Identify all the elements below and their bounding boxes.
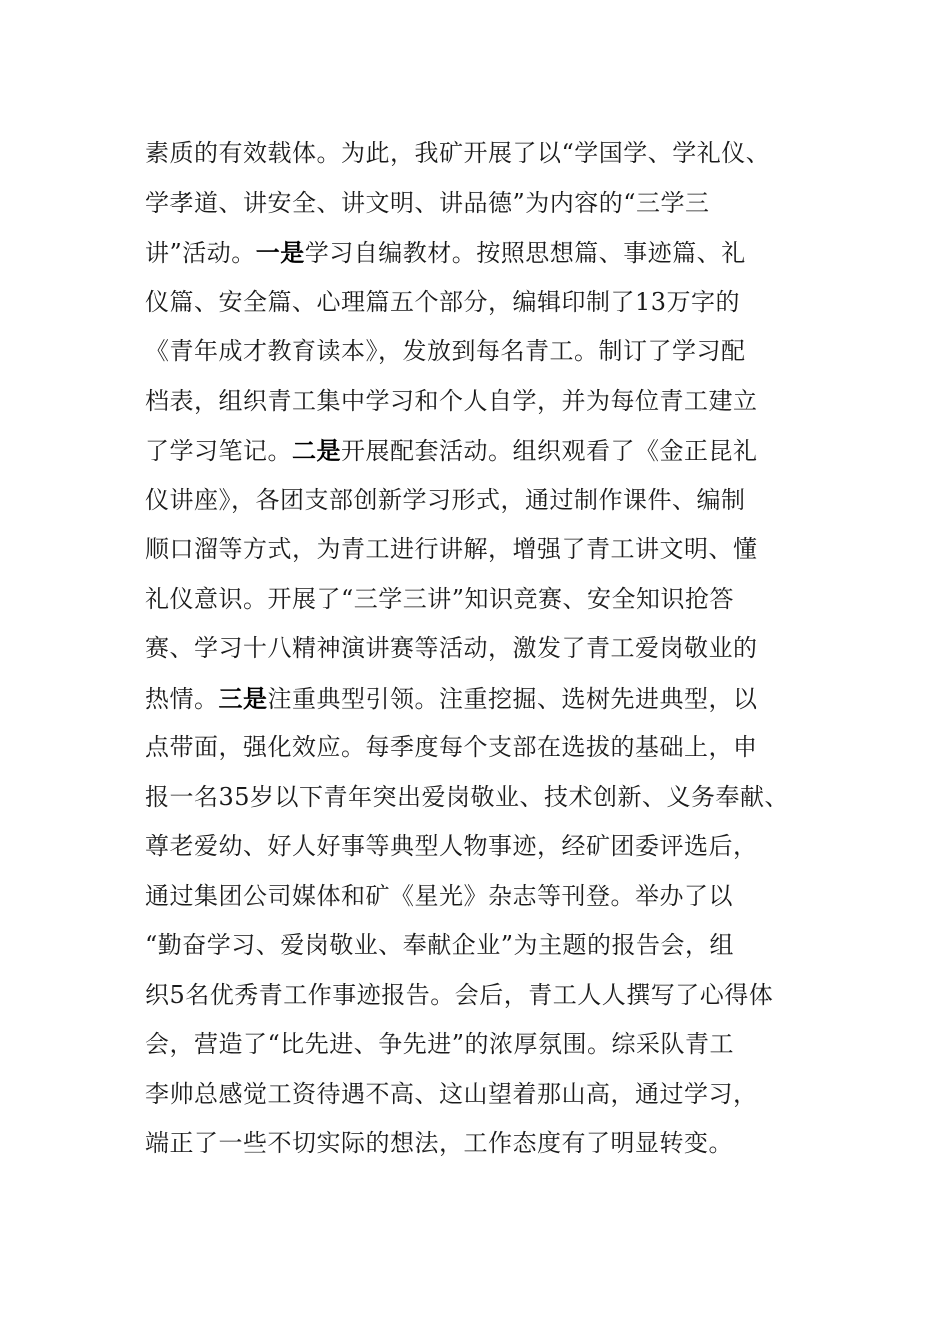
text-segment: 学孝道、讲安全、讲文明、讲品德”为内容的“三学三	[145, 188, 710, 217]
text-segment: 礼仪意识。开展了“三学三讲”知识竞赛、安全知识抢答	[145, 584, 735, 613]
text-segment: 赛、学习十八精神演讲赛等活动，激发了青工爱岗敬业的	[145, 634, 758, 662]
text-line	[145, 525, 825, 575]
text-segment: 《青年成才教育读本》，发放到每名青工。制订了学习配	[145, 337, 746, 365]
text-segment: 会，营造了“比先进、争先进”的浓厚氛围。综采队青工	[145, 1030, 735, 1058]
text-line	[145, 971, 825, 1021]
text-segment: 织5名优秀青工作事迹报告。会后，青工人人撰写了心得体	[145, 980, 774, 1009]
text-line	[145, 179, 825, 229]
text-line	[145, 1119, 825, 1169]
text-line	[145, 327, 825, 377]
text-line	[145, 1070, 825, 1120]
text-segment: 注重典型引领。注重挖掘、选树先进典型，以	[267, 684, 758, 713]
text-segment: “勤奋学习、爱岗敬业、奉献企业”为主题的报告会，组	[145, 931, 735, 959]
text-segment: 尊老爱幼、好人好事等典型人物事迹，经矿团委评选后，	[145, 832, 758, 860]
text-line	[145, 674, 825, 724]
text-line	[145, 377, 825, 427]
text-segment: 档表，组织青工集中学习和个人自学，并为每位青工建立	[145, 386, 758, 415]
text-line	[145, 575, 825, 625]
text-line	[145, 278, 825, 328]
text-line	[145, 723, 825, 773]
text-segment: 仪讲座》，各团支部创新学习形式，通过制作课件、编制	[145, 485, 746, 514]
text-line	[145, 921, 825, 971]
emphasis-keyword: 二是	[292, 436, 341, 465]
text-segment: 仪篇、安全篇、心理篇五个部分，编辑印制了13万字的	[145, 287, 741, 316]
text-line	[145, 872, 825, 922]
text-line	[145, 476, 825, 526]
text-segment: 顺口溜等方式，为青工进行讲解，增强了青工讲文明、懂	[145, 535, 758, 563]
text-segment: 端正了一些不切实际的想法，工作态度有了明显转变。	[145, 1129, 733, 1157]
text-segment: 报一名35岁以下青年突出爱岗敬业、技术创新、义务奉献、	[145, 782, 790, 811]
text-line	[145, 1020, 825, 1070]
text-segment: 学习自编教材。按照思想篇、事迹篇、礼	[304, 239, 746, 267]
text-segment: 开展配套活动。组织观看了《金正昆礼	[341, 437, 758, 465]
emphasis-keyword: 一是	[255, 238, 305, 267]
text-segment: 李帅总感觉工资待遇不高、这山望着那山高，通过学习，	[145, 1079, 758, 1108]
text-line	[145, 228, 825, 278]
text-line	[145, 773, 825, 823]
text-line	[145, 426, 825, 476]
text-segment: 了学习笔记。	[145, 437, 292, 465]
text-segment: 点带面，强化效应。每季度每个支部在选拔的基础上，申	[145, 733, 758, 761]
text-line	[145, 624, 825, 674]
text-segment: 素质的有效载体。为此，我矿开展了以“学国学、学礼仪、	[145, 139, 771, 167]
text-segment: 热情。	[145, 684, 219, 713]
body-paragraph	[145, 129, 825, 1169]
text-segment: 通过集团公司媒体和矿《星光》杂志等刊登。举办了以	[145, 881, 733, 910]
text-segment: 讲”活动。	[145, 239, 256, 267]
emphasis-keyword: 三是	[218, 683, 268, 713]
text-line	[145, 822, 825, 872]
text-line	[145, 129, 825, 179]
